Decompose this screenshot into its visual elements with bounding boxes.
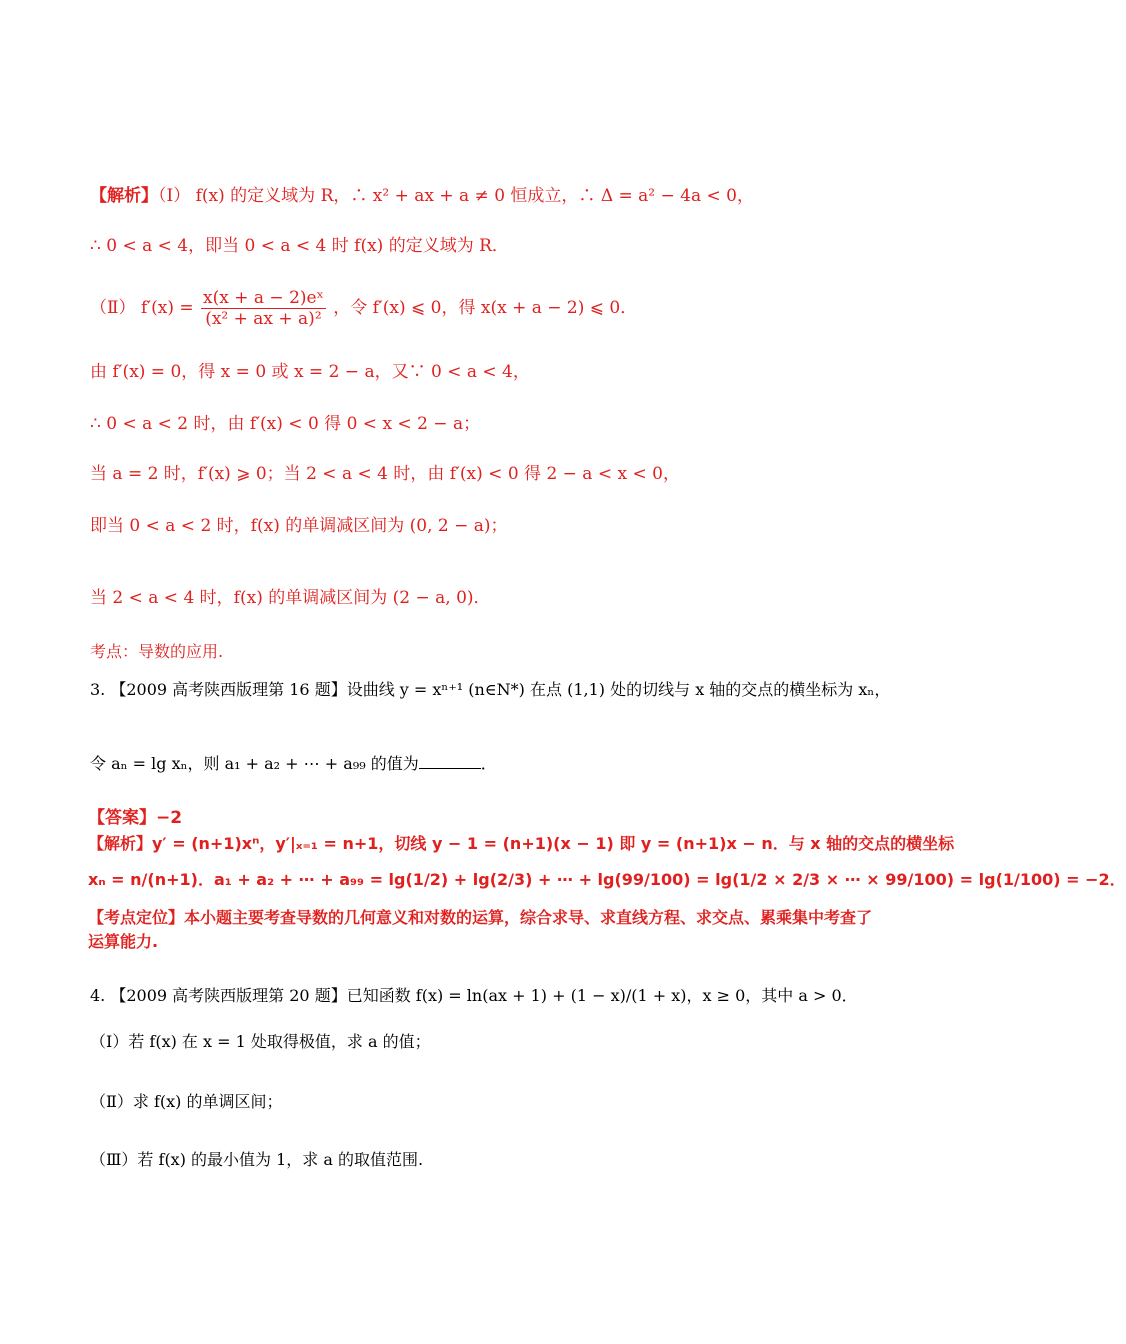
problem3-question (90, 752, 497, 776)
solution-line-4: 由 f′(x) = 0，得 x = 0 或 x = 2 − a，又∵ 0 < a < 4， (90, 362, 530, 382)
answer-blank (419, 752, 481, 769)
problem4-part-1: （Ⅰ）若 f(x) 在 x = 1 处取得极值，求 a 的值； (90, 1032, 431, 1051)
solution-line-7: 即当 0 < a < 2 时，f(x) 的单调减区间为 (0, 2 − a)； (90, 516, 508, 536)
problem3-keypoint-2: 运算能力. (88, 932, 159, 951)
derivative-condition: ，令 f′(x) ⩽ 0，得 x(x + a − 2) ⩽ 0． (333, 298, 638, 318)
problem3-answer: 【答案】−2 (88, 808, 183, 828)
solution-line-8: 当 2 < a < 4 时，f(x) 的单调减区间为 (2 − a, 0)． (90, 588, 491, 608)
derivative-fraction (201, 288, 326, 329)
fraction-denominator: (x² + ax + a)² (205, 309, 322, 329)
problem3-question-text: 令 aₙ = lg xₙ，则 a₁ + a₂ + ⋯ + a₉₉ 的值为 (90, 754, 419, 773)
problem4-part-2: （Ⅱ）求 f(x) 的单调区间； (90, 1092, 283, 1111)
derivative-label: （Ⅱ） f′(x) = (90, 298, 194, 318)
solution-text-1: （Ⅰ） f(x) 的定义域为 R，∴ x² + ax + a ≠ 0 恒成立，∴ Δ = a² − 4a < 0， (158, 186, 754, 206)
analysis-tag: 【解析】 (90, 186, 158, 206)
problem3-question-end: ． (480, 754, 497, 773)
solution-line-6: 当 a = 2 时，f′(x) ⩾ 0；当 2 < a < 4 时，由 f′(x) < 0 得 2 − a < x < 0， (90, 464, 680, 484)
fraction-numerator: x(x + a − 2)eˣ (203, 288, 324, 308)
solution-line-3 (90, 288, 637, 329)
problem3-keypoint-1: 【考点定位】本小题主要考查导数的几何意义和对数的运算，综合求导、求直线方程、求交点、累乘集中考查了 (88, 908, 873, 927)
keypoint-line: 考点：导数的应用. (90, 642, 224, 661)
problem4-statement: 4. 【2009 高考陕西版理第 20 题】已知函数 f(x) = ln(ax + 1) + (1 − x)/(1 + x)，x ≥ 0，其中 a > 0． (90, 986, 858, 1005)
solution-line-1 (90, 184, 754, 208)
problem3-analysis-1: 【解析】y′ = (n+1)xⁿ，y′|ₓ₌₁ = n+1，切线 y − 1 = (n+1)(x − 1) 即 y = (n+1)x − n．与 x 轴的交点的横坐标 (88, 834, 955, 853)
solution-line-2: ∴ 0 < a < 4，即当 0 < a < 4 时 f(x) 的定义域为 R． (90, 236, 509, 256)
problem4-part-3: （Ⅲ）若 f(x) 的最小值为 1，求 a 的取值范围. (90, 1150, 424, 1169)
problem3-analysis-2: xₙ = n/(n+1)．a₁ + a₂ + ⋯ + a₉₉ = lg(1/2) + lg(2/3) + ⋯ + lg(99/100) = lg(1/2 × 2/3 × ⋯ × 99/100) = lg(1/100) = −2． (88, 870, 1126, 889)
solution-line-5: ∴ 0 < a < 2 时，由 f′(x) < 0 得 0 < x < 2 − a； (90, 414, 481, 434)
problem3-statement: 3. 【2009 高考陕西版理第 16 题】设曲线 y = xⁿ⁺¹ (n∈N*) 在点 (1,1) 处的切线与 x 轴的交点的横坐标为 xₙ， (90, 680, 891, 699)
